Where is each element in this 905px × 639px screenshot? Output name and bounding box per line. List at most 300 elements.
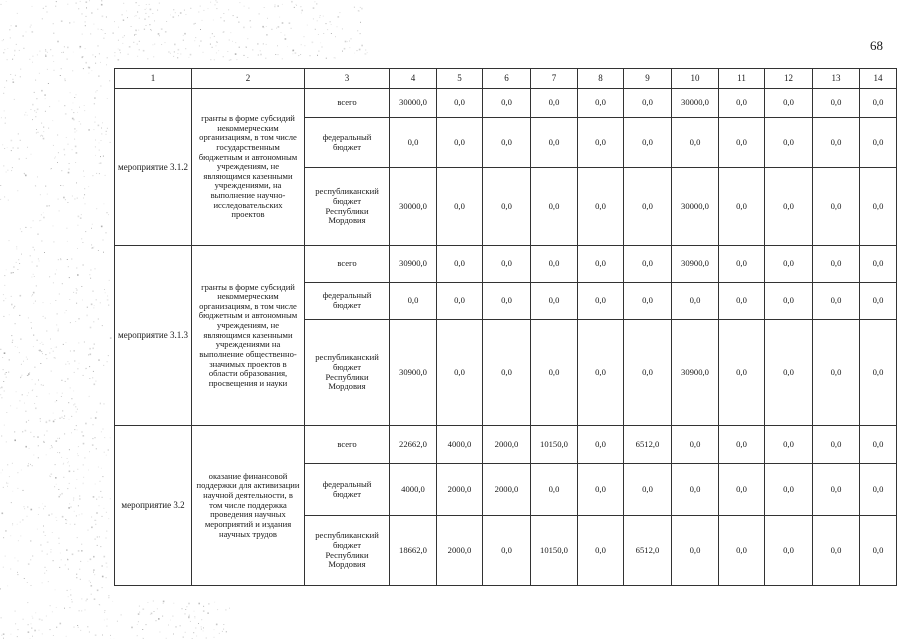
value-cell: 0,0 <box>719 89 765 118</box>
scan-speck <box>70 595 71 596</box>
scan-speck <box>107 98 108 99</box>
scan-speck <box>98 467 99 468</box>
funding-source-cell: федеральный бюджет <box>305 464 390 516</box>
scan-speck <box>266 44 267 45</box>
scan-speck <box>88 129 90 131</box>
scan-speck <box>220 17 221 18</box>
scan-speck <box>224 20 225 21</box>
value-cell: 0,0 <box>578 118 624 168</box>
scan-speck <box>89 0 90 1</box>
scan-speck <box>64 46 65 47</box>
scan-speck <box>184 10 185 11</box>
scan-speck <box>75 488 76 489</box>
scan-speck <box>101 565 103 567</box>
scan-speck <box>53 560 54 561</box>
scan-speck <box>32 104 34 106</box>
scan-speck <box>48 542 49 543</box>
scan-speck <box>278 54 279 55</box>
scan-speck <box>63 185 64 186</box>
scan-speck <box>74 511 75 512</box>
table-row <box>115 246 897 283</box>
scan-speck <box>74 429 75 430</box>
scan-speck <box>260 54 262 56</box>
scan-speck <box>216 8 217 9</box>
scan-speck <box>61 396 62 397</box>
scan-speck <box>163 601 165 603</box>
scan-speck <box>21 470 22 471</box>
scan-speck <box>48 83 49 84</box>
scan-speck <box>177 57 178 58</box>
scan-speck <box>142 629 143 630</box>
scan-speck <box>104 289 105 290</box>
scan-speck <box>143 50 145 52</box>
scan-speck <box>304 36 305 37</box>
scan-speck <box>287 46 288 47</box>
scan-speck <box>69 163 70 164</box>
scan-speck <box>289 22 291 24</box>
scan-speck <box>4 275 5 276</box>
scan-speck <box>52 532 53 533</box>
scan-speck <box>17 269 18 270</box>
scan-speck <box>14 431 15 432</box>
scan-speck <box>62 410 63 411</box>
scan-speck <box>63 418 64 419</box>
scan-speck <box>25 227 26 228</box>
funding-source-cell: федеральный бюджет <box>305 118 390 168</box>
scan-speck <box>210 59 211 60</box>
scan-speck <box>46 422 48 424</box>
scan-speck <box>64 416 65 417</box>
scan-speck <box>20 140 21 141</box>
scan-speck <box>23 361 24 362</box>
scan-speck <box>10 535 11 536</box>
scan-speck <box>22 394 23 395</box>
scan-speck <box>45 98 46 99</box>
scan-speck <box>33 303 34 304</box>
scan-speck <box>357 50 358 51</box>
scan-speck <box>133 42 134 43</box>
scan-speck <box>57 438 58 439</box>
value-cell: 0,0 <box>531 118 578 168</box>
scan-speck <box>29 59 30 60</box>
scan-speck <box>0 349 1 350</box>
scan-speck <box>223 13 224 14</box>
scan-speck <box>99 505 100 506</box>
scan-speck <box>173 603 174 604</box>
value-cell: 2000,0 <box>437 516 483 586</box>
scan-speck <box>77 409 78 410</box>
scan-speck <box>73 119 75 121</box>
description-cell: гранты в форме субсидий некоммерческим организациям, в том числе государственным бюджетным и автономным учреждениям, не являющимся казенными учреждениями, на выполнение научно-исследовательских проектов <box>192 89 305 246</box>
scan-speck <box>173 9 174 10</box>
scan-speck <box>223 624 224 625</box>
scan-speck <box>68 569 69 570</box>
column-number: 11 <box>719 69 765 89</box>
scan-speck <box>49 276 50 277</box>
column-number: 2 <box>192 69 305 89</box>
scan-speck <box>94 520 95 521</box>
scan-speck <box>51 514 52 515</box>
scan-speck <box>216 41 217 42</box>
scan-speck <box>166 21 167 22</box>
scan-speck <box>58 489 59 490</box>
scan-speck <box>40 363 41 364</box>
scan-speck <box>73 390 74 391</box>
scan-speck <box>27 516 28 517</box>
scan-speck <box>100 546 101 547</box>
scan-speck <box>31 154 32 155</box>
scan-speck <box>106 577 107 578</box>
scan-speck <box>25 430 27 432</box>
scan-speck <box>20 295 22 297</box>
value-cell: 0,0 <box>765 168 813 246</box>
scan-speck <box>28 631 30 633</box>
scan-speck <box>69 503 70 504</box>
scan-speck <box>34 276 35 277</box>
scan-speck <box>230 59 231 60</box>
scan-speck <box>74 139 75 140</box>
scan-speck <box>53 33 54 34</box>
scan-speck <box>296 5 297 6</box>
scan-speck <box>95 484 96 485</box>
scan-speck <box>92 247 94 249</box>
scan-speck <box>135 29 137 31</box>
scan-speck <box>32 56 33 57</box>
scan-speck <box>48 514 50 516</box>
scan-speck <box>53 413 54 414</box>
scan-speck <box>265 58 266 59</box>
scan-speck <box>55 464 56 465</box>
scan-speck <box>34 249 35 250</box>
scan-speck <box>264 7 265 8</box>
scan-speck <box>102 325 103 326</box>
scan-speck <box>3 316 4 317</box>
scan-speck <box>20 522 21 523</box>
scan-speck <box>238 22 239 23</box>
scan-speck <box>229 608 230 609</box>
scan-speck <box>10 634 11 635</box>
value-cell: 0,0 <box>860 168 897 246</box>
scan-speck <box>89 451 90 452</box>
scan-speck <box>215 0 216 1</box>
scan-speck <box>57 41 59 43</box>
scan-speck <box>168 625 169 626</box>
activity-cell: мероприятие 3.2 <box>115 426 192 586</box>
scan-speck <box>93 371 94 372</box>
scan-speck <box>55 401 56 402</box>
scan-speck <box>73 471 74 472</box>
scan-speck <box>107 212 108 213</box>
scan-speck <box>35 301 36 302</box>
scan-speck <box>58 538 59 539</box>
scan-speck <box>63 477 64 478</box>
scan-speck <box>64 105 65 106</box>
scan-speck <box>32 379 33 380</box>
scan-speck <box>72 102 73 103</box>
scan-speck <box>10 405 11 406</box>
scan-speck <box>12 167 13 168</box>
scan-speck <box>207 612 209 614</box>
scan-speck <box>90 270 91 271</box>
scan-speck <box>15 623 16 624</box>
scan-speck <box>42 353 43 354</box>
scan-speck <box>16 248 17 249</box>
scan-speck <box>214 602 215 603</box>
scan-speck <box>76 288 77 289</box>
scan-speck <box>99 536 100 537</box>
value-cell: 0,0 <box>624 89 672 118</box>
scan-speck <box>214 59 215 60</box>
scan-speck <box>93 569 95 571</box>
scan-speck <box>71 599 72 600</box>
scan-speck <box>100 163 101 164</box>
scan-speck <box>52 611 53 612</box>
scan-speck <box>19 352 20 353</box>
scan-speck <box>13 266 15 268</box>
scan-speck <box>56 347 57 348</box>
scan-speck <box>72 70 73 71</box>
scan-speck <box>11 502 12 503</box>
scan-speck <box>35 384 36 385</box>
scan-speck <box>74 128 75 129</box>
scan-speck <box>69 419 70 420</box>
scan-speck <box>337 26 338 27</box>
scan-speck <box>55 6 56 7</box>
scan-speck <box>2 40 3 41</box>
scan-speck <box>0 588 1 589</box>
value-cell: 0,0 <box>437 89 483 118</box>
scan-speck <box>35 612 36 613</box>
scan-speck <box>87 561 88 562</box>
scan-speck <box>44 252 45 253</box>
scan-speck <box>74 404 75 405</box>
scan-speck <box>67 559 68 560</box>
value-cell: 0,0 <box>624 246 672 283</box>
scan-speck <box>87 307 88 308</box>
scan-speck <box>68 507 70 509</box>
budget-table <box>114 68 897 586</box>
scan-speck <box>26 31 27 32</box>
scan-speck <box>45 318 46 319</box>
scan-speck <box>139 606 140 607</box>
scan-speck <box>39 350 41 352</box>
value-cell: 0,0 <box>578 464 624 516</box>
scan-speck <box>320 15 321 16</box>
scan-speck <box>79 121 80 122</box>
scan-speck <box>78 627 79 628</box>
scan-speck <box>74 131 76 133</box>
scan-speck <box>93 572 94 573</box>
scan-speck <box>258 55 259 56</box>
scan-speck <box>77 469 78 470</box>
value-cell: 22662,0 <box>390 426 437 464</box>
scan-speck <box>33 247 34 248</box>
scan-speck <box>103 252 104 253</box>
scan-speck <box>25 175 27 177</box>
scan-speck <box>78 550 80 552</box>
scan-speck <box>301 10 303 12</box>
scan-speck <box>131 627 133 629</box>
scan-speck <box>146 4 147 5</box>
scan-speck <box>67 361 68 362</box>
scan-speck <box>252 49 253 50</box>
scan-speck <box>65 364 66 365</box>
scan-speck <box>56 269 57 270</box>
scan-speck <box>89 632 90 633</box>
scan-speck <box>335 36 336 37</box>
scan-speck <box>79 610 80 611</box>
scan-speck <box>32 556 33 557</box>
scan-speck <box>106 455 107 456</box>
scan-speck <box>56 607 57 608</box>
scan-speck <box>62 516 64 518</box>
scan-speck <box>276 28 277 29</box>
scan-speck <box>24 173 25 174</box>
scan-speck <box>154 20 155 21</box>
scan-speck <box>344 48 346 50</box>
scan-speck <box>118 49 119 50</box>
scan-speck <box>64 154 65 155</box>
value-cell: 30900,0 <box>672 320 719 426</box>
scan-speck <box>33 455 34 456</box>
scan-speck <box>148 16 149 17</box>
scan-speck <box>56 520 57 521</box>
scan-speck <box>71 507 72 508</box>
scan-speck <box>54 357 55 358</box>
scan-speck <box>59 452 60 453</box>
scan-speck <box>51 371 52 372</box>
scan-speck <box>75 406 76 407</box>
scan-speck <box>95 437 96 438</box>
scan-speck <box>214 637 215 638</box>
scan-speck <box>79 499 80 500</box>
scan-speck <box>53 225 54 226</box>
scan-speck <box>48 581 49 582</box>
scan-speck <box>74 97 75 98</box>
table-row <box>115 426 897 464</box>
value-cell: 0,0 <box>672 464 719 516</box>
scan-speck <box>70 351 71 352</box>
scan-speck <box>93 307 94 308</box>
scan-speck <box>83 198 84 199</box>
scan-speck <box>105 292 106 293</box>
scan-speck <box>85 203 86 204</box>
scan-speck <box>34 436 35 437</box>
scan-speck <box>53 282 54 283</box>
value-cell: 0,0 <box>765 246 813 283</box>
scan-speck <box>152 44 153 45</box>
scan-speck <box>143 608 145 610</box>
scan-speck <box>59 496 60 497</box>
scan-speck <box>165 31 167 33</box>
scan-speck <box>12 463 13 464</box>
scan-speck <box>83 435 85 437</box>
scan-speck <box>95 634 97 636</box>
scan-speck <box>40 421 41 422</box>
scan-speck <box>95 155 96 156</box>
scan-speck <box>90 327 92 329</box>
scan-speck <box>57 452 58 453</box>
scan-speck <box>34 403 35 404</box>
scan-speck <box>156 620 157 621</box>
value-cell: 0,0 <box>624 320 672 426</box>
scan-speck <box>101 431 102 432</box>
scan-speck <box>42 136 43 137</box>
scan-speck <box>200 29 201 30</box>
scan-speck <box>76 289 78 291</box>
scan-speck <box>52 120 53 121</box>
scan-speck <box>30 255 31 256</box>
scan-speck <box>69 299 70 300</box>
scan-speck <box>30 464 31 465</box>
scan-speck <box>301 44 302 45</box>
scan-speck <box>68 172 70 174</box>
value-cell: 0,0 <box>719 516 765 586</box>
scan-speck <box>73 404 74 405</box>
value-cell: 0,0 <box>437 168 483 246</box>
scan-speck <box>43 441 44 442</box>
scan-speck <box>1 436 2 437</box>
scan-speck <box>88 186 89 187</box>
scan-speck <box>284 35 285 36</box>
scan-speck <box>37 436 39 438</box>
scan-speck <box>77 429 78 430</box>
scan-speck <box>323 33 324 34</box>
scan-speck <box>42 582 43 583</box>
scan-speck <box>97 537 98 538</box>
scan-speck <box>275 54 276 55</box>
scan-speck <box>110 142 111 143</box>
scan-speck <box>102 30 103 31</box>
scan-speck <box>95 381 96 382</box>
scan-speck <box>49 476 50 477</box>
scan-speck <box>91 594 92 595</box>
scan-speck <box>149 4 150 5</box>
scan-speck <box>217 2 218 3</box>
scan-speck <box>21 254 22 255</box>
scan-speck <box>34 92 35 93</box>
scan-speck <box>361 8 363 10</box>
scan-speck <box>95 56 96 57</box>
scan-speck <box>96 173 97 174</box>
scan-speck <box>58 259 59 260</box>
scan-speck <box>102 476 103 477</box>
scan-speck <box>53 421 55 423</box>
scan-speck <box>95 417 97 419</box>
funding-source-cell: республиканский бюджет Республики Мордовия <box>305 320 390 426</box>
scan-speck <box>56 440 58 442</box>
scan-speck <box>139 5 140 6</box>
scan-speck <box>367 52 368 53</box>
scan-speck <box>15 611 16 612</box>
scan-speck <box>219 633 220 634</box>
scan-speck <box>79 569 80 570</box>
scan-speck <box>360 33 361 34</box>
scan-speck <box>9 240 10 241</box>
scan-speck <box>292 53 293 54</box>
column-number: 14 <box>860 69 897 89</box>
scan-speck <box>61 52 62 53</box>
scan-speck <box>59 294 60 295</box>
scan-speck <box>17 472 18 473</box>
value-cell: 0,0 <box>813 118 860 168</box>
value-cell: 0,0 <box>813 320 860 426</box>
scan-speck <box>7 483 8 484</box>
scan-speck <box>216 45 217 46</box>
scan-speck <box>55 589 56 590</box>
value-cell: 30900,0 <box>390 246 437 283</box>
scan-speck <box>0 199 1 200</box>
